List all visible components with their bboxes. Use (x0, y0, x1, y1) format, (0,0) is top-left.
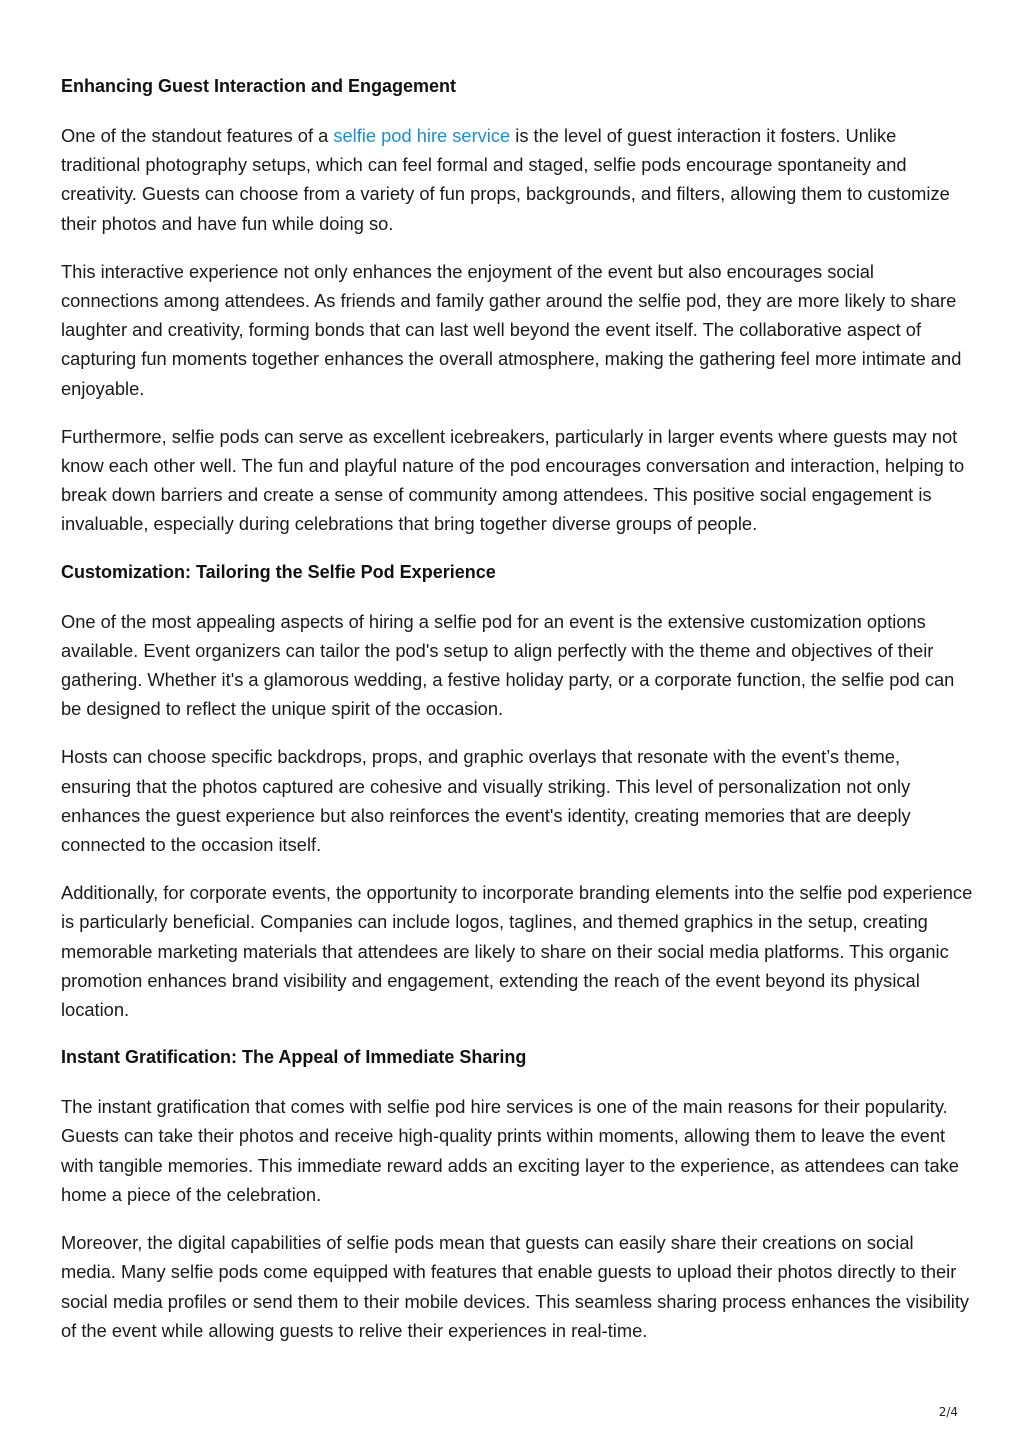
paragraph-text: One of the standout features of a (61, 125, 334, 146)
section-heading-instant-gratification: Instant Gratification: The Appeal of Immediate Sharing (61, 1047, 527, 1068)
selfie-pod-hire-service-link[interactable]: selfie pod hire service (333, 125, 511, 146)
document-page (61, 72, 973, 1364)
paragraph-instant-prints: The instant gratification that comes with selfie pod hire services is one of the main reasons for their popularity. Guests can take their photos and receive high-quality prints within moments, allowing them to leave the event with tangible memories. This immediate reward adds an exciting layer to the experience, as attendees can take home a piece of the celebration. (61, 1096, 959, 1205)
section-heading-guest-interaction: Enhancing Guest Interaction and Engagement (61, 76, 457, 96)
paragraph-interactive-experience: This interactive experience not only enhances the enjoyment of the event but also encourages social connections among attendees. As friends and family gather around the selfie pod, they are more likely to share laughter and creativity, forming bonds that can last well beyond the event itself. The collaborative aspect of capturing fun moments together enhances the overall atmosphere, making the gathering feel more intimate and enjoyable. (61, 260, 962, 399)
paragraph-customization-options: One of the most appealing aspects of hiring a selfie pod for an event is the extensive customization options available. Event organizers can tailor the pod's setup to align perfectly with the theme and objectives of their gathering. Whether it's a glamorous wedding, a festive holiday party, or a corporate function, the selfie pod can be designed to reflect the unique spirit of the occasion. (61, 610, 955, 720)
paragraph-standout-features (61, 121, 973, 238)
paragraph-backdrops-props: Hosts can choose specific backdrops, props, and graphic overlays that resonate with the event’s theme, ensuring that the photos captured are cohesive and visually striking. This level of personalization not only enhances the guest experience but also reinforces the event's identity, creating memories that are deeply connected to the occasion itself. (61, 746, 911, 856)
paragraph-corporate-branding: Additionally, for corporate events, the opportunity to incorporate branding elements into the selfie pod experience is particularly beneficial. Companies can include logos, taglines, and themed graphics in the setup, creating memorable marketing materials that attendees are likely to share on their social media platforms. This organic promotion enhances brand visibility and engagement, extending the reach of the event beyond its physical location. (61, 882, 973, 1021)
paragraph-digital-sharing: Moreover, the digital capabilities of selfie pods mean that guests can easily share their creations on social media. Many selfie pods come equipped with features that enable guests to upload their photos directly to their social media profiles or send them to their mobile devices. This seamless sharing process enhances the visibility of the event while allowing guests to relive their experiences in real-time. (61, 1232, 970, 1341)
section-heading-customization: Customization: Tailoring the Selfie Pod Experience (61, 561, 496, 582)
paragraph-icebreakers: Furthermore, selfie pods can serve as excellent icebreakers, particularly in larger events where guests may not know each other well. The fun and playful nature of the pod encourages conversation and interaction, helping to break down barriers and create a sense of community among attendees. This positive social engagement is invaluable, especially during celebrations that bring together diverse groups of people. (61, 425, 965, 535)
paragraph-text: is the level of guest interaction it fosters. Unlike traditional photography setups, which can feel formal and staged, selfie pods encourage spontaneity and creativity. Guests can choose from a variety of fun props, backgrounds, and filters, allowing them to customize their photos and have fun while doing so. (61, 125, 950, 234)
page-number: 2/4 (938, 1405, 958, 1419)
